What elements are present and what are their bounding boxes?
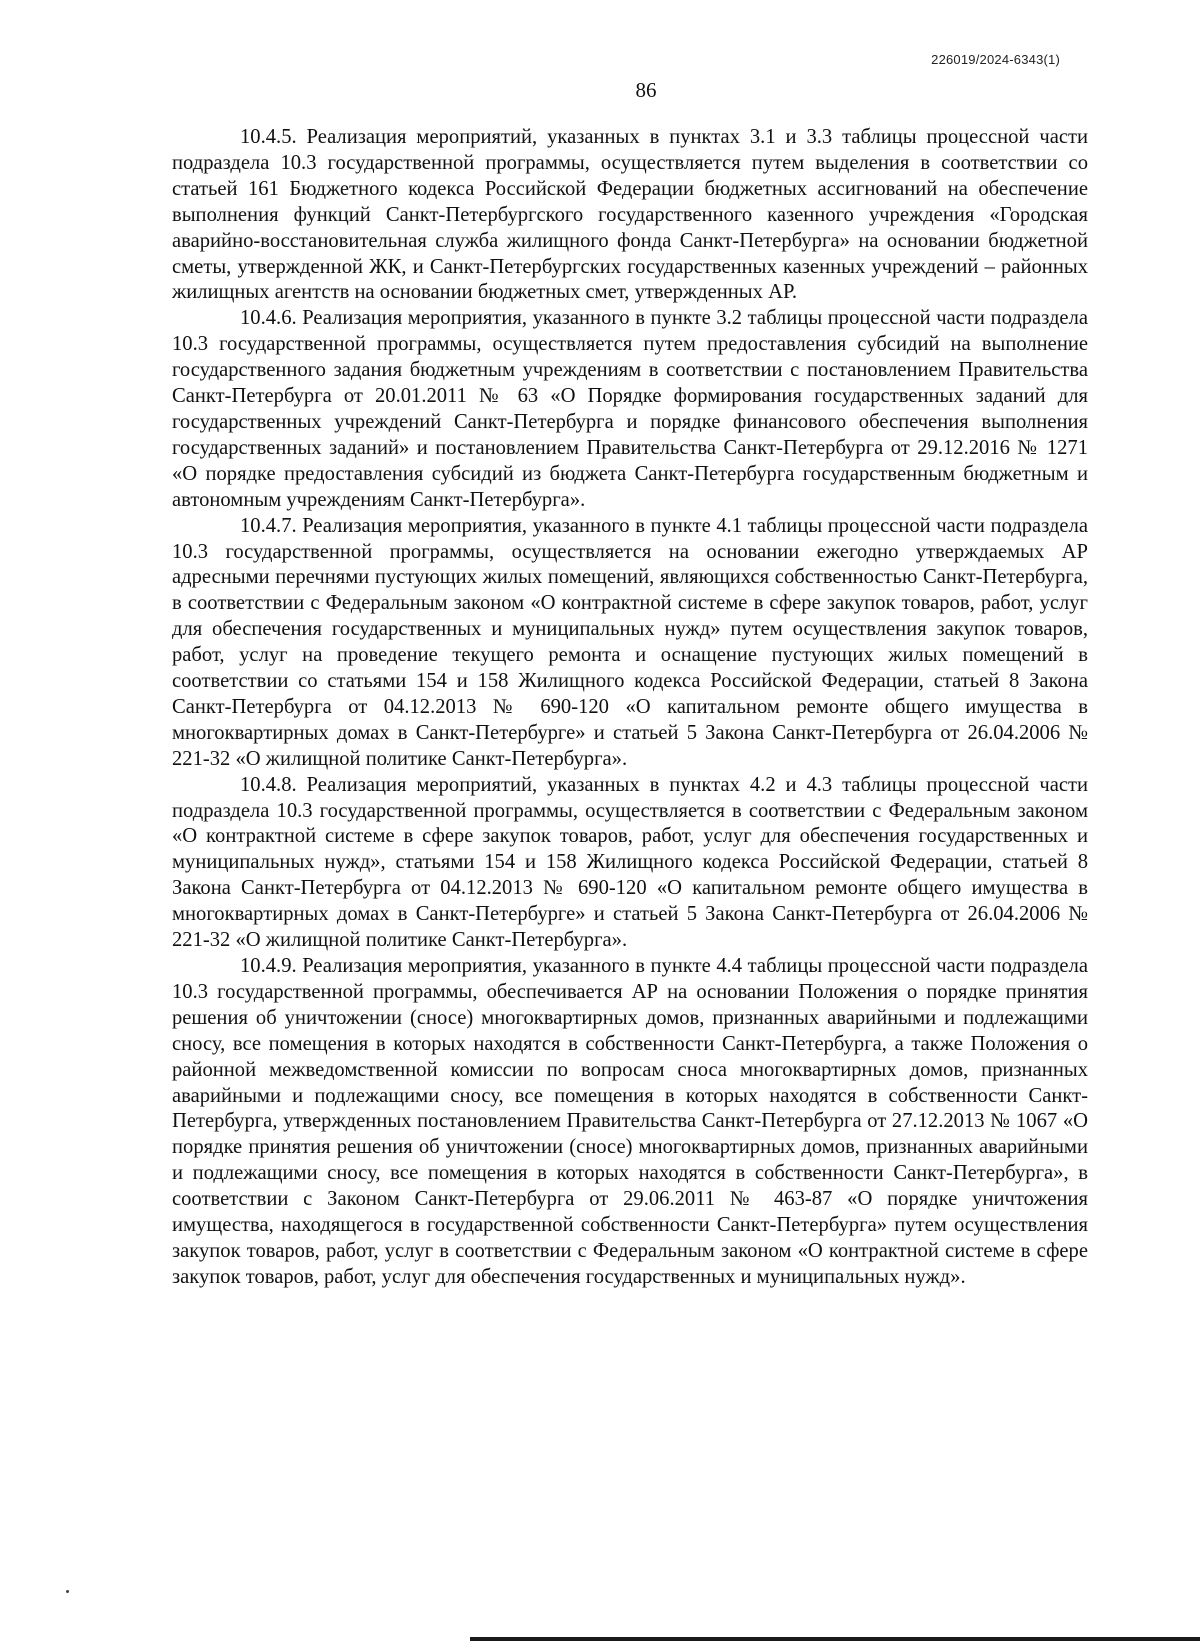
paragraph-10-4-6: 10.4.6. Реализация мероприятия, указанного в пункте 3.2 таблицы процессной части подраздела 10.3 государственной программы, осуществляется путем предоставления субсидий на выполнение государственного задания бюджетным учреждениям в соответствии с постановлением Правительства Санкт-Петербурга от 20.01.2011 № 63 «О Порядке формирования государственных заданий для государственных учреждений Санкт-Петербурга и порядке финансового обеспечения выполнения государственных заданий» и постановлением Правительства Санкт-Петербурга от 29.12.2016 № 1271 «О порядке предоставления субсидий из бюджета Санкт-Петербурга государственным бюджетным и автономным учреждениям Санкт-Петербурга».: [172, 307, 1088, 511]
paragraph-10-4-9: 10.4.9. Реализация мероприятия, указанного в пункте 4.4 таблицы процессной части подраздела 10.3 государственной программы, обеспечивается АР на основании Положения о порядке принятия решения об уничтожении (сносе) многоквартирных домов, признанных аварийными и подлежащими сносу, все помещения в которых находятся в собственности Санкт-Петербурга, а также Положения о районной межведомственной комиссии по вопросам сноса многоквартирных домов, признанных аварийными и подлежащими сносу, все помещения в которых находятся в собственности Санкт-Петербурга, утвержденных постановлением Правительства Санкт-Петербурга от 27.12.2013 № 1067 «О порядке принятия решения об уничтожении (сносе) многоквартирных домов, признанных аварийными и подлежащими сносу, все помещения в которых находятся в собственности Санкт-Петербурга», в соответствии с Законом Санкт-Петербурга от 29.06.2011 № 463-87 «О порядке уничтожения имущества, находящегося в государственной собственности Санкт-Петербурга» путем осуществления закупок товаров, работ, услуг в соответствии с Федеральным законом «О контрактной системе в сфере закупок товаров, работ, услуг для обеспечения государственных и муниципальных нужд».: [172, 955, 1088, 1288]
document-body: [172, 125, 1088, 1291]
document-registration-number: 226019/2024-6343(1): [931, 52, 1060, 67]
paragraph-10-4-7: 10.4.7. Реализация мероприятия, указанного в пункте 4.1 таблицы процессной части подраздела 10.3 государственной программы, осуществляется на основании ежегодно утверждаемых АР адресными перечнями пустующих жилых помещений, являющихся собственностью Санкт-Петербурга, в соответствии с Федеральным законом «О контрактной системе в сфере закупок товаров, работ, услуг для обеспечения государственных и муниципальных нужд» путем осуществления закупок товаров, работ, услуг на проведение текущего ремонта и оснащение пустующих жилых помещений в соответствии со статьями 154 и 158 Жилищного кодекса Российской Федерации, статьей 8 Закона Санкт-Петербурга от 04.12.2013 № 690-120 «О капитальном ремонте общего имущества в многоквартирных домах в Санкт-Петербурге» и статьей 5 Закона Санкт-Петербурга от 26.04.2006 № 221-32 «О жилищной политике Санкт-Петербурга».: [172, 514, 1088, 770]
scan-speck: [66, 1590, 69, 1593]
paragraph-10-4-5: 10.4.5. Реализация мероприятий, указанных в пунктах 3.1 и 3.3 таблицы процессной части подраздела 10.3 государственной программы, осуществляется путем выделения в соответствии со статьей 161 Бюджетного кодекса Российской Федерации бюджетных ассигнований на обеспечение выполнения функций Санкт-Петербургского государственного казенного учреждения «Городская аварийно-восстановительная служба жилищного фонда Санкт-Петербурга» на основании бюджетной сметы, утвержденной ЖК, и Санкт-Петербургских государственных казенных учреждений – районных жилищных агентств на основании бюджетных смет, утвержденных АР.: [172, 126, 1088, 304]
scan-edge-line: [470, 1637, 1200, 1641]
page-number: 86: [635, 78, 657, 102]
paragraph-10-4-8: 10.4.8. Реализация мероприятий, указанных в пунктах 4.2 и 4.3 таблицы процессной части подраздела 10.3 государственной программы, осуществляется в соответствии с Федеральным законом «О контрактной системе в сфере закупок товаров, работ, услуг для обеспечения государственных и муниципальных нужд», статьями 154 и 158 Жилищного кодекса Российской Федерации, статьей 8 Закона Санкт-Петербурга от 04.12.2013 № 690-120 «О капитальном ремонте общего имущества в многоквартирных домах в Санкт-Петербурге» и статьей 5 Закона Санкт-Петербурга от 26.04.2006 № 221-32 «О жилищной политике Санкт-Петербурга».: [172, 773, 1088, 952]
